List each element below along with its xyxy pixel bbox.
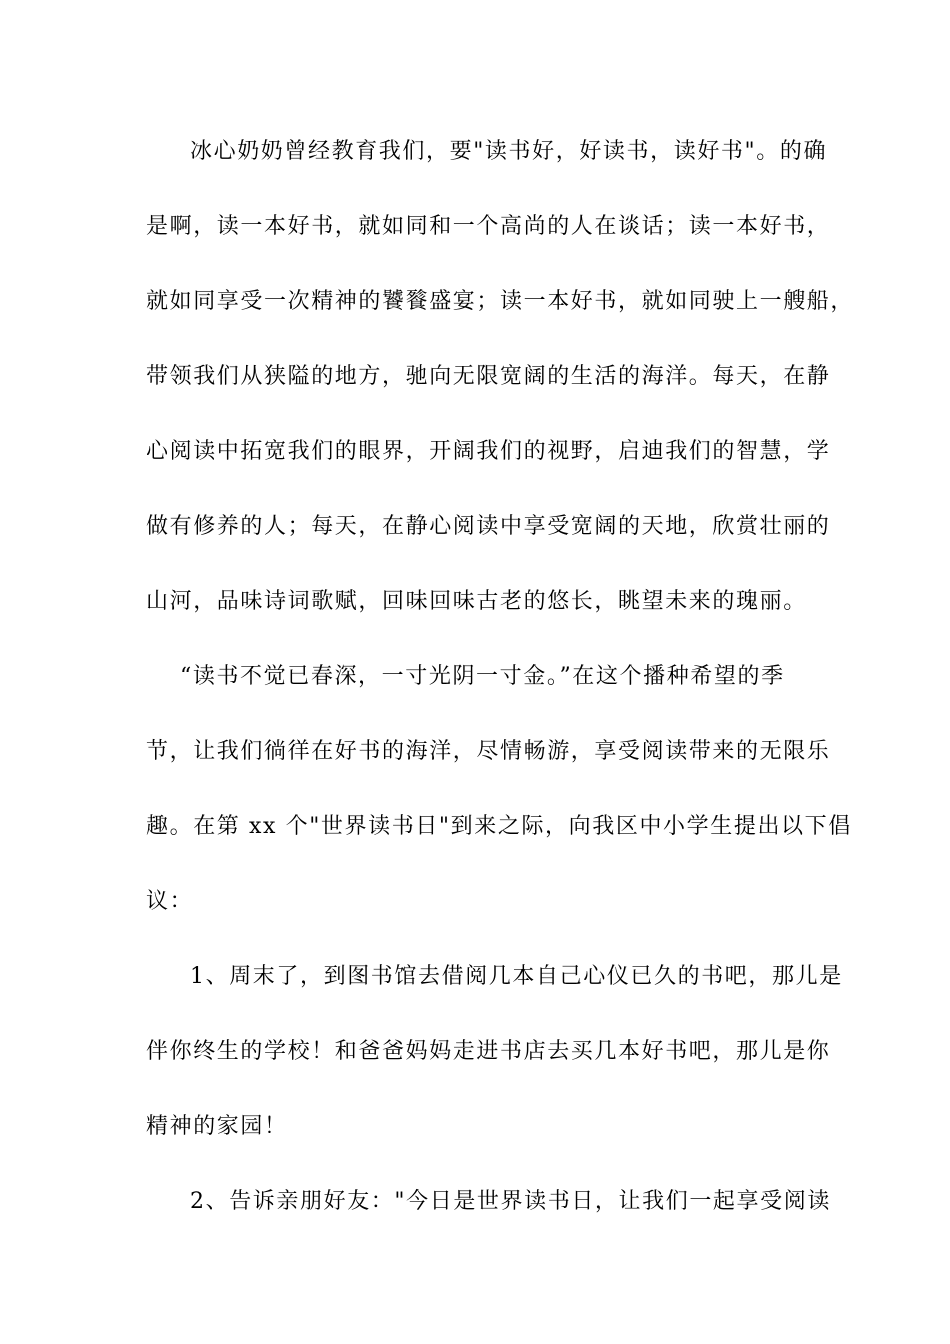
paragraph-2-line-3: 趣。在第 xx 个"世界读书日"到来之际，向我区中小学生提出以下倡 [146, 814, 852, 839]
paragraph-1-line-1: 冰心奶奶曾经教育我们，要"读书好，好读书，读好书"。的确 [190, 139, 828, 164]
paragraph-1-line-5: 心阅读中拓宽我们的眼界，开阔我们的视野，启迪我们的智慧，学 [146, 439, 831, 464]
paragraph-1-line-7: 山河，品味诗词歌赋，回味回味古老的悠长，眺望未来的瑰丽。 [146, 589, 807, 614]
item-2-line-1: 2、告诉亲朋好友："今日是世界读书日，让我们一起享受阅读 [190, 1189, 831, 1214]
paragraph-2-line-2: 节，让我们徜徉在好书的海洋，尽情畅游，享受阅读带来的无限乐 [146, 739, 831, 764]
item-1-line-1: 1、周末了，到图书馆去借阅几本自己心仪已久的书吧，那儿是 [190, 964, 843, 989]
item-1-line-2: 伴你终生的学校！和爸爸妈妈走进书店去买几本好书吧，那儿是你 [146, 1039, 831, 1064]
paragraph-1-line-2: 是啊，读一本好书，就如同和一个高尚的人在谈话；读一本好书， [146, 214, 831, 239]
paragraph-1-line-6: 做有修养的人；每天，在静心阅读中享受宽阔的天地，欣赏壮丽的 [146, 514, 831, 539]
paragraph-2-line-1: “读书不觉已春深，一寸光阴一寸金。”在这个播种希望的季 [180, 664, 785, 689]
item-1-line-3: 精神的家园！ [146, 1114, 288, 1139]
paragraph-1-line-3: 就如同享受一次精神的饕餮盛宴；读一本好书，就如同驶上一艘船， [146, 289, 855, 314]
paragraph-2-line-4: 议： [146, 889, 194, 914]
paragraph-1-line-4: 带领我们从狭隘的地方，驰向无限宽阔的生活的海洋。每天，在静 [146, 364, 831, 389]
